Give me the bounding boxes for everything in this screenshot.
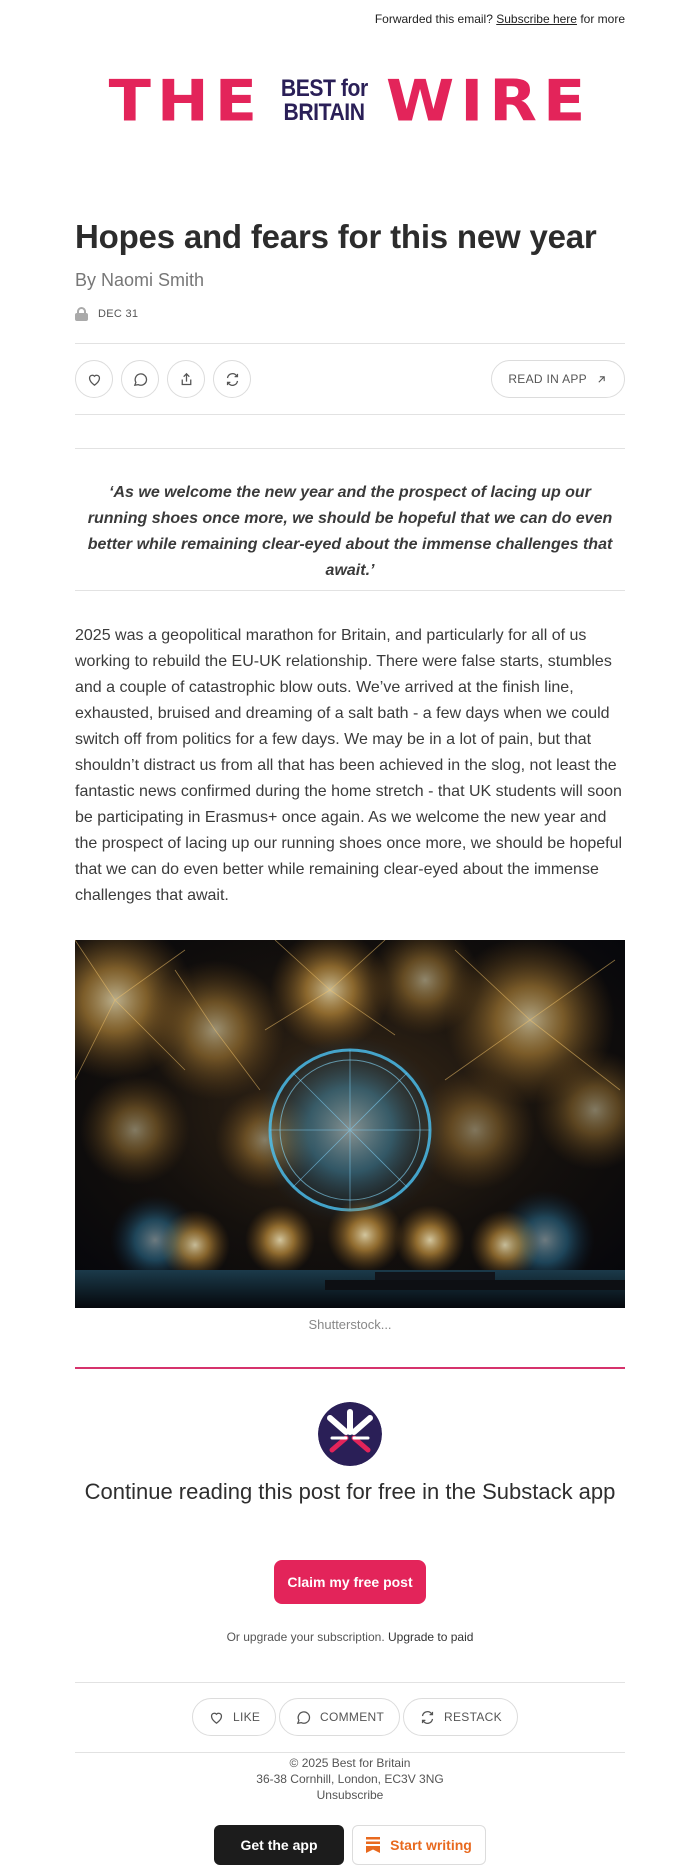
claim-free-post-button[interactable]: Claim my free post [274, 1560, 426, 1604]
read-in-app-label: READ IN APP [508, 372, 587, 386]
divider [75, 1752, 625, 1753]
continue-reading-heading: Continue reading this post for free in the Substack app [84, 1479, 616, 1504]
publication-avatar [318, 1402, 382, 1466]
start-writing-label: Start writing [390, 1837, 472, 1853]
divider [75, 1682, 625, 1683]
image-caption: Shutterstock... [308, 1317, 392, 1332]
restack-icon [419, 1709, 436, 1726]
forwarded-suffix: for more [580, 12, 625, 26]
comment-pill-button[interactable] [279, 1698, 400, 1736]
postal-address: 36-38 Cornhill, London, EC3V 3NG [256, 1772, 444, 1786]
like-label: LIKE [233, 1710, 261, 1724]
share-icon [178, 371, 195, 388]
post-byline: By Naomi Smith [75, 270, 205, 290]
post-body: 2025 was a geopolitical marathon for Britain, and particularly for all of us working to rebuild the EU-UK relationship. There were false starts, stumbles and a couple of catastrophic blow outs. We’ve arrived at the finish line, exhausted, bruised and dreaming of a salt bath - a few days when we could switch off from politics for a few days. We may be in a lot of pain, but that shouldn’t distract us from all that has been achieved in the slog, not least the fantastic news confirmed during the home stretch - that UK students will soon be participating in Erasmus+ once again. As we welcome the new year and the prospect of lacing up our running shoes once more, we should be hopeful that we can do even better while remaining clear-eyed about the immense challenges that await. [75, 627, 623, 904]
divider [75, 343, 625, 344]
forwarded-notice [375, 12, 625, 26]
unsubscribe-link[interactable]: Unsubscribe [316, 1788, 384, 1802]
fireworks-illustration [75, 940, 625, 1308]
post-meta [75, 307, 138, 321]
email-footer [75, 1755, 625, 1803]
substack-logo-icon [366, 1837, 380, 1853]
arrow-up-right-icon [595, 373, 608, 386]
get-the-app-button[interactable]: Get the app [214, 1825, 344, 1865]
post-date: DEC 31 [98, 308, 139, 320]
logo-word-wire: WIRE [385, 66, 592, 135]
divider [75, 590, 625, 591]
lock-icon [75, 307, 88, 321]
read-in-app-button[interactable] [491, 360, 625, 398]
post-action-bar [75, 360, 625, 398]
restack-pill-button[interactable] [403, 1698, 518, 1736]
comment-button[interactable] [121, 360, 159, 398]
logo-line-2: BRITAIN [283, 99, 365, 126]
logo-word-the: THE [108, 66, 264, 135]
heart-icon [208, 1709, 225, 1726]
share-button[interactable] [167, 360, 205, 398]
divider [75, 448, 625, 449]
publication-logo[interactable] [0, 66, 700, 135]
upgrade-to-paid-link[interactable]: Upgrade to paid [388, 1630, 474, 1644]
divider [75, 414, 625, 415]
like-pill-button[interactable] [192, 1698, 276, 1736]
heart-icon [86, 371, 103, 388]
pull-quote: ‘As we welcome the new year and the prospect of lacing up our running shoes once more, we should be hopeful that we can do even better while remaining clear-eyed about the immense challenges that await.’ [87, 484, 613, 579]
comment-label: COMMENT [320, 1710, 385, 1724]
comment-icon [295, 1709, 312, 1726]
like-button[interactable] [75, 360, 113, 398]
restack-button[interactable] [213, 360, 251, 398]
logo-line-1: BEST for [281, 75, 368, 102]
forwarded-prefix: Forwarded this email? [374, 12, 493, 26]
comment-icon [132, 371, 149, 388]
restack-label: RESTACK [444, 1710, 502, 1724]
start-writing-button[interactable] [352, 1825, 486, 1865]
logo-best-for-britain [275, 77, 374, 125]
union-flag-badge-icon [318, 1402, 382, 1466]
subscribe-link[interactable]: Subscribe here [496, 12, 577, 26]
copyright-text: © 2025 Best for Britain [289, 1756, 411, 1770]
paywall-divider [75, 1367, 625, 1369]
post-title[interactable]: Hopes and fears for this new year [75, 218, 597, 255]
fireworks-photo[interactable] [75, 940, 625, 1308]
upgrade-prefix: Or upgrade your subscription. [226, 1630, 385, 1644]
upgrade-line [75, 1630, 625, 1644]
restack-icon [224, 371, 241, 388]
